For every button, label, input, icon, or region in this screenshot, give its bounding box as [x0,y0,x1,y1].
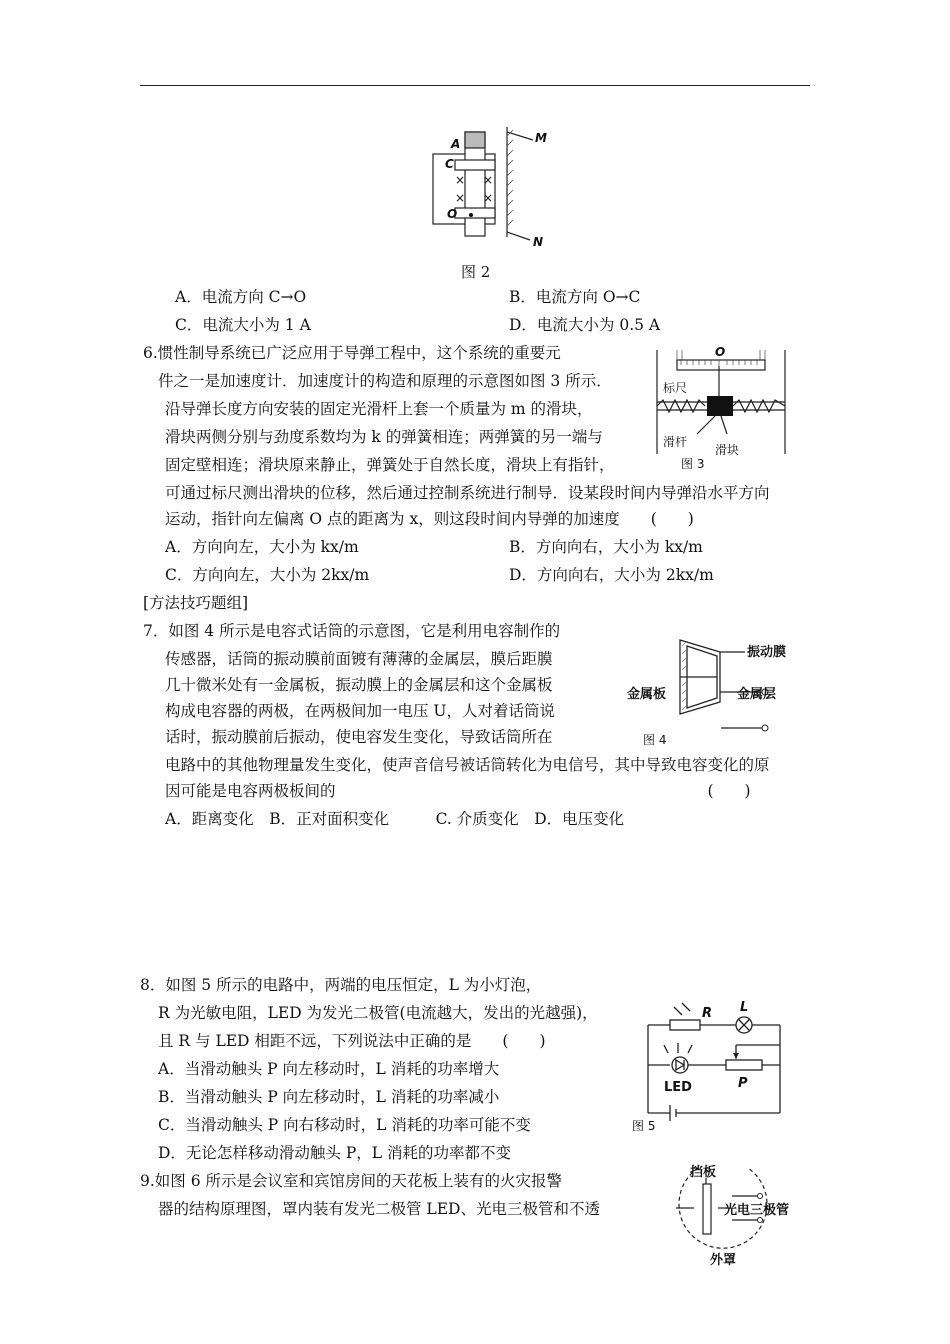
fig3-block-label: 滑块 [715,443,740,457]
fig4-caption: 图 4 [643,733,667,747]
q6-option-b: B．方向向右，大小为 kx/m [509,538,703,556]
fig2-label-n: N [533,235,544,249]
q7-line-3: 几十微米处有一金属板，振动膜上的金属层和这个金属板 [165,676,553,694]
fig4-layer-label: 金属层 [737,687,777,702]
q6-line-4: 滑块两侧分别与劲度系数均为 k 的弹簧相连；两弹簧的另一端与 [165,428,603,446]
q6-line-2: 件之一是加速度计．加速度计的构造和原理的示意图如图 3 所示． [158,372,612,390]
q6-option-c: C．方向向左，大小为 2kx/m [165,566,370,584]
q6-line-3: 沿导弹长度方向安装的固定光滑杆上套一个质量为 m 的滑块， [165,400,593,418]
fig5-p-label: P [738,1076,748,1091]
fig3-ruler-label: 标尺 [663,381,688,395]
fig6-cover-label: 外罩 [710,1253,737,1268]
q6-line-5: 固定壁相连；滑块原来静止，弹簧处于自然长度，滑块上有指针， [165,456,615,474]
q7-line-6: 电路中的其他物理量发生变化，使声音信号被话筒转化为电信号，其中导致电容变化的原 [165,756,770,774]
q6-line-7: 运动，指针向左偏离 O 点的距离为 x，则这段时间内导弹的加速度 ( ) [165,510,694,528]
q8-line-3: 且 R 与 LED 相距不远，下列说法中正确的是 ( ) [158,1032,546,1050]
figure-6 [648,1160,798,1270]
fig3-rod-label: 滑杆 [663,435,688,449]
fig4-membrane-label: 振动膜 [747,645,787,660]
svg-text:×: × [483,191,494,205]
q8-option-b: B．当滑动触头 P 向左移动时，L 消耗的功率减小 [158,1088,500,1106]
figure-2-caption: 图 2 [461,263,491,281]
svg-text:×: × [483,173,494,187]
fig2-label-c: C [445,157,454,171]
fig2-label-m: M [535,131,547,145]
q7-line-4: 构成电容器的两极，在两极间加一电压 U，人对着话筒说 [165,702,555,720]
q6-line-6: 可通过标尺测出滑块的位移，然后通过控制系统进行制导．设某段时间内导弹沿水平方向 [165,484,770,502]
q8-option-a: A．当滑动触头 P 向左移动时，L 消耗的功率增大 [158,1060,500,1078]
q5-option-d: D．电流大小为 0.5 A [509,316,661,334]
fig5-caption: 图 5 [632,1119,656,1133]
figure-4 [625,628,790,748]
fig5-r-label: R [702,1006,713,1021]
fig5-l-label: L [740,1000,749,1015]
q5-option-a: A．电流方向 C→O [175,288,307,306]
q8-option-c: C．当滑动触头 P 向右移动时，L 消耗的功率可能不变 [158,1116,531,1134]
q5-option-c: C．电流大小为 1 A [175,316,311,334]
q6-option-a: A．方向向左，大小为 kx/m [165,538,359,556]
fig3-caption: 图 3 [681,457,705,471]
svg-text:×: × [455,191,466,205]
q7-line-5: 话时，振动膜前后振动，使电容发生变化，导致话筒所在 [165,728,553,746]
fig6-baffle-label: 挡板 [690,1165,717,1180]
fig5-led-label: LED [664,1080,692,1095]
q7-line-2: 传感器，话筒的振动膜前面镀有薄薄的金属层，膜后距膜 [165,650,553,668]
figure-3 [655,342,790,472]
q8-option-d: D．无论怎样移动滑动触头 P，L 消耗的功率都不变 [158,1144,512,1162]
q9-line-2: 器的结构原理图，罩内装有发光二极管 LED、光电三极管和不透 [158,1200,600,1218]
q9-line-1: 9.如图 6 所示是会议室和宾馆房间的天花板上装有的火灾报警 [140,1172,563,1190]
q7-options: A．距离变化 B．正对面积变化 C. 介质变化 D．电压变化 [165,810,625,828]
fig2-label-a: A [451,137,461,151]
svg-text:×: × [455,173,466,187]
figure-2 [425,122,555,252]
section-title: [方法技巧题组] [143,594,249,612]
q6-option-d: D．方向向右，大小为 2kx/m [509,566,714,584]
fig3-o-label: O [715,345,726,359]
figure-5 [630,995,790,1140]
q7-line-7: 因可能是电容两极板间的 ( ) [165,782,751,800]
q5-option-b: B．电流方向 O→C [509,288,641,306]
q8-line-1: 8．如图 5 所示的电路中，两端的电压恒定，L 为小灯泡， [140,976,542,994]
fig2-label-o: O [447,207,458,221]
q8-line-2: R 为光敏电阻，LED 为发光二极管(电流越大，发出的光越强)， [158,1004,598,1022]
fig6-phototransistor-label: 光电三极管 [724,1203,790,1218]
q6-line-1: 6.惯性制导系统已广泛应用于导弹工程中，这个系统的重要元 [143,344,561,362]
fig4-plate-label: 金属板 [627,687,667,702]
header-rule [140,85,810,86]
q7-line-1: 7．如图 4 所示是电容式话筒的示意图，它是利用电容制作的 [143,622,561,640]
